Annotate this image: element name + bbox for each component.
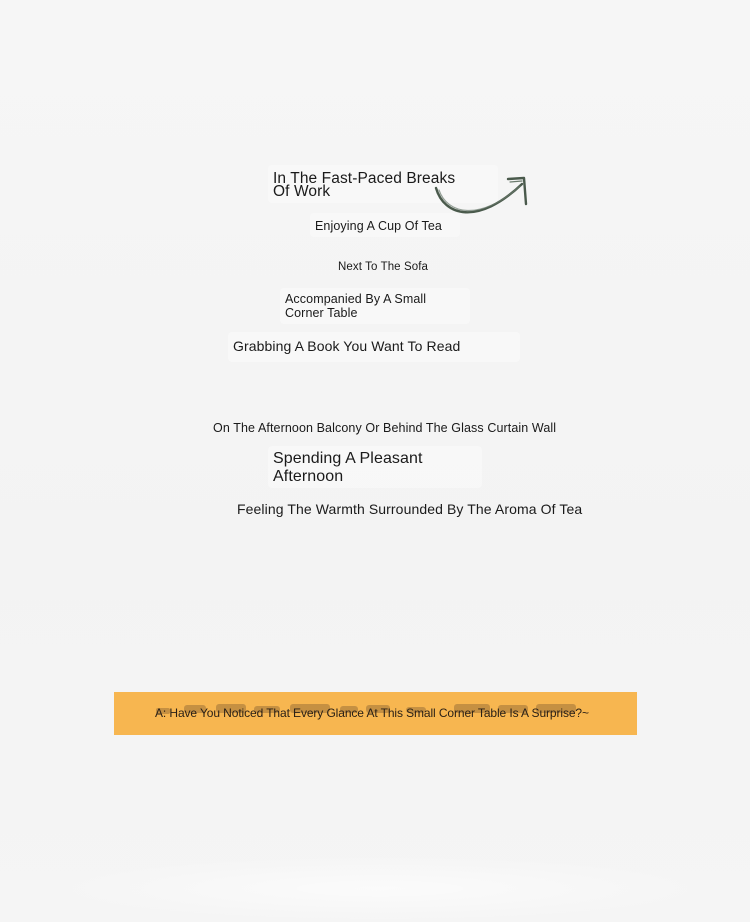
banner-caption: A: Have You Noticed That Every Glance At This Small Corner Table Is A Surprise?~: [155, 706, 589, 720]
caption-line-afternoon: Spending A Pleasant Afternoon: [273, 450, 423, 485]
caption-line-book: Grabbing A Book You Want To Read: [233, 338, 461, 354]
caption-line-corner-table: Accompanied By A Small Corner Table: [285, 292, 427, 320]
bottom-banner: [114, 692, 637, 735]
caption-line-warmth: Feeling The Warmth Surrounded By The Aroma Of Tea: [237, 501, 583, 517]
caption-line-work-breaks: In The Fast-Paced Breaks Of Work: [273, 170, 456, 200]
faded-footer: [40, 855, 720, 922]
curved-arrow-icon: [430, 170, 530, 230]
caption-line-balcony: On The Afternoon Balcony Or Behind The Glass Curtain Wall: [213, 421, 557, 435]
caption-line-tea: Enjoying A Cup Of Tea: [315, 219, 442, 233]
caption-line-sofa: Next To The Sofa: [338, 261, 429, 273]
